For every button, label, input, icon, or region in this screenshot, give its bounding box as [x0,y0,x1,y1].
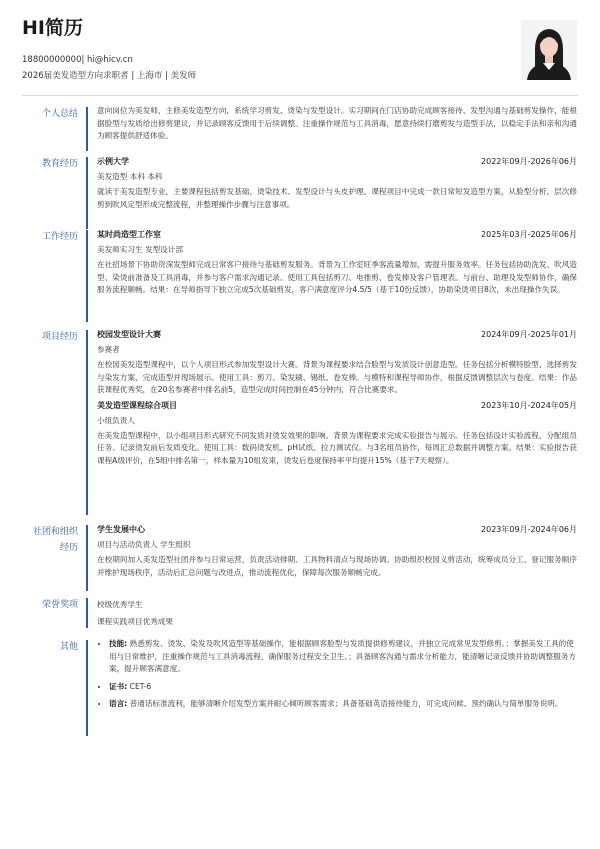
header-divider [22,95,578,96]
list-item [109,681,577,694]
skill-text: 熟悉剪发、烫发、染发及吹风造型等基础操作，能根据顾客脸型与发质提供修剪建议，并独立完成常见发型修剪。；掌握美发工具的使用与日常维护，注重操作规范与工具消毒流程，确保服务过程安全卫生。；具备顾客沟通与需求分析能力，能清晰记录反馈并协助调整服务方案，提升顾客满意度。 [109,639,577,673]
section-accent-line [86,525,88,591]
work-role: 美发师实习生 发型设计部 [97,245,183,254]
section-accent-line [86,598,88,628]
resume-name: HI简历 [22,17,83,39]
project-description: 在美发造型课程中，以小组项目形式研究不同发质对烫发效果的影响。背景为课程要求完成实验报告与展示。任务包括设计实验流程、分配组员任务、记录烫发前后发质变化。使用工具：数码烫发机、pH试纸、拉力测试仪。与3名组员协作，每周汇总数据并调整方案。结果：实验报告获课程A级评价，在5组中排名第一，样本量为10组发束，烫发后卷度保持率平均提升15%（基于7天观察）。 [97,430,577,465]
section-title-projects: 项目经历 [41,332,78,342]
section-title-others: 其他 [59,642,78,652]
work-header [97,228,577,242]
org-name: 学生发展中心 [97,525,145,534]
section-accent-line [86,330,88,515]
section-accent-line [86,157,88,229]
certificate-text: CET-6 [127,681,152,691]
campus-date: 2023年09月-2024年06月 [481,525,577,534]
certificate-label: 证书: [109,681,128,691]
project-role: 小组负责人 [97,415,135,425]
section-title-education: 教育经历 [41,159,78,169]
campus-role: 项目与活动负责人 学生组织 [97,540,191,549]
project-date: 2024年09月-2025年01月 [481,330,577,339]
education-date: 2022年09月-2026年06月 [481,157,577,166]
others-list [97,638,577,711]
language-label: 语言: [109,699,128,708]
education-major: 美发造型 本科 本科 [97,172,163,181]
section-accent-line [86,640,88,736]
section-title-campus: 社团和组织 经历 [32,527,78,553]
project-item [97,399,577,468]
project-name: 美发造型课程综合项目 [97,400,177,410]
summary-text: 意向岗位为美发师，主修美发造型方向，系统学习剪发、烫染与发型设计。实习期间在门店协助完成顾客接待、发型沟通与基础剪发操作，能根据脸型与发质给出修剪建议，并记录顾客反馈用于后续调整。注重操作规范与工具消毒，愿意持续打磨剪发与造型手法，以稳定手法和亲和沟通为顾客提供舒适体验。 [97,106,577,140]
job-intent: 2026届美发造型方向求职者 | 上海市 | 美发师 [22,71,197,81]
skill-label: 技能: [109,639,128,648]
work-date: 2025年03月-2025年06月 [481,230,577,239]
award-item: 课程实践项目优秀成果 [97,617,173,626]
work-description: 在社招场景下协助资深发型师完成日常客户接待与基础剪发服务。背景为工作室旺季客流量增加，需提升服务效率。任务包括协助洗发、吹风造型、染烫前准备及工具消毒，并参与客户需求沟通记录。使用工具包括剪刀、电推剪、卷发棒及客户管理表。与前台、助理及发型师协作，确保服务流程顺畅。结果：在导师指导下独立完成5次基础剪发，客户满意度评分4.5/5（基于10份反馈），协助染烫项目8次，未出现操作失误。 [97,260,577,294]
list-item [109,638,577,676]
project-role: 参赛者 [97,345,120,354]
list-item [109,698,577,711]
section-accent-line [86,107,88,151]
campus-description: 在校期间加入美发造型社团并参与日常运营，负责活动排期、工具物料清点与现场协调。协助组织校园义剪活动，统筹成员分工、登记服务顺序并维护现场秩序，活动后汇总问题与改进点，推动流程优化，保障每次服务顺畅完成。 [97,555,577,577]
resume-header [22,10,502,83]
education-header [97,155,577,169]
section-title-work: 工作经历 [41,232,78,242]
project-item [97,328,577,397]
section-title-awards: 荣誉奖项 [41,600,78,610]
project-description: 在校园美发造型课程中，以个人项目形式参加发型设计大赛。背景为课程要求结合脸型与发质设计创意造型。任务包括分析模特脸型、选择剪发与染发方案、完成造型并现场展示。使用工具：剪刀、染发刷、锡纸、卷发棒。与模特和课程导师协作，根据反馈调整层次与卷度。结果：作品获课程优秀奖，在20名参赛者中排名前5，造型完成时间控制在45分钟内，符合比赛要求。 [97,360,577,394]
section-title-summary: 个人总结 [41,109,78,119]
contact-info: 18800000000| hi@hicv.cn [22,55,133,65]
school-name: 示例大学 [97,157,129,166]
award-item: 校级优秀学生 [97,600,143,609]
project-name: 校园发型设计大赛 [97,330,161,339]
language-text: 普通话标准流利，能够清晰介绍发型方案并耐心倾听顾客需求；具备基础英语接待能力，可完成问候、预约确认与简单服务说明。 [127,699,563,708]
section-accent-line [86,230,88,322]
campus-header [97,523,577,537]
education-description: 就读于美发造型专业，主要课程包括剪发基础、烫染技术、发型设计与头皮护理。课程项目中完成一款日常短发造型方案，从脸型分析、层次修剪到吹风定型形成完整流程，并整理操作步骤与注意事项。 [97,187,577,209]
company-name: 某时尚造型工作室 [97,230,161,239]
profile-photo [521,20,577,80]
project-date: 2023年10月-2024年05月 [481,400,577,410]
